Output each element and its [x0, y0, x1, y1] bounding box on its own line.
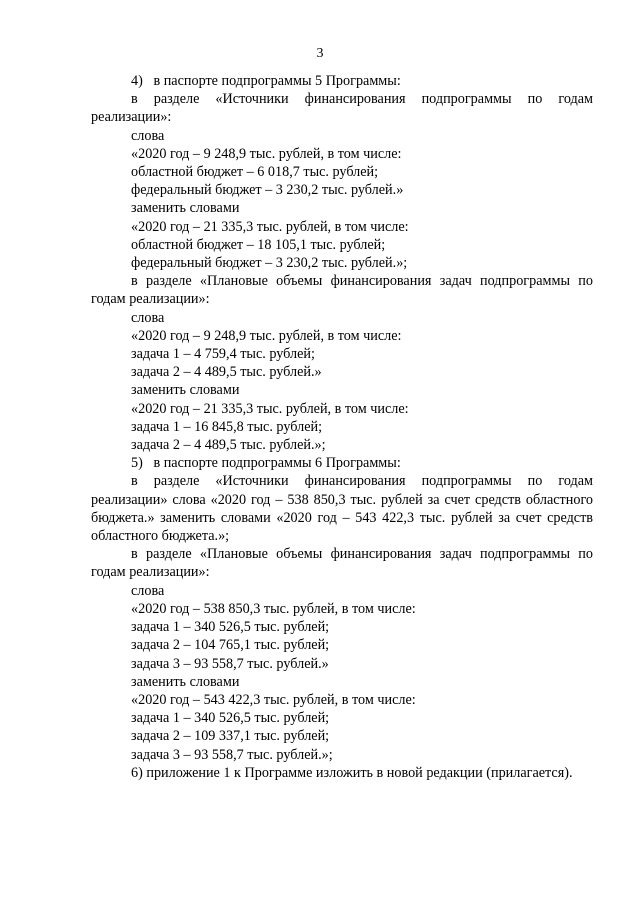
- new-text-line: задача 1 – 16 845,8 тыс. рублей;: [131, 418, 323, 435]
- old-text-line: задача 2 – 104 765,1 тыс. рублей;: [131, 637, 330, 654]
- document-body: [91, 72, 593, 782]
- section-sources-paragraph: в разделе «Источники финансирования подпрограммы по годам реализации» слова «2020 год – 538 850,3 тыс. рублей за счет средств областного бюджета.» заменить словами «2020 год – 543 422,3 тыс. рублей за счет средств областного бюджета.»;: [91, 473, 593, 545]
- old-text-line: задача 1 – 340 526,5 тыс. рублей;: [131, 619, 330, 636]
- list-item-5-heading: 5) в паспорте подпрограммы 6 Программы:: [131, 455, 401, 472]
- new-text-line: федеральный бюджет – 3 230,2 тыс. рублей.»;: [131, 255, 408, 272]
- old-text-line: задача 3 – 93 558,7 тыс. рублей.»: [131, 655, 329, 672]
- old-text-line: «2020 год – 9 248,9 тыс. рублей, в том числе:: [131, 145, 402, 162]
- list-item-6: 6) приложение 1 к Программе изложить в новой редакции (прилагается).: [131, 764, 573, 781]
- section-sources-paragraph: в разделе «Источники финансирования подпрограммы по годам реализации»:: [91, 91, 593, 126]
- replace-label: заменить словами: [131, 382, 240, 399]
- replace-label: заменить словами: [131, 200, 240, 217]
- new-text-line: задача 1 – 340 526,5 тыс. рублей;: [131, 710, 330, 727]
- old-text-line: «2020 год – 538 850,3 тыс. рублей, в том числе:: [131, 600, 416, 617]
- words-label: слова: [131, 582, 165, 599]
- old-text-line: областной бюджет – 6 018,7 тыс. рублей;: [131, 164, 379, 181]
- words-label: слова: [131, 127, 165, 144]
- old-text-line: «2020 год – 9 248,9 тыс. рублей, в том числе:: [131, 327, 402, 344]
- list-item-4-heading: 4) в паспорте подпрограммы 5 Программы:: [131, 73, 401, 89]
- words-label: слова: [131, 309, 165, 326]
- new-text-line: «2020 год – 21 335,3 тыс. рублей, в том числе:: [131, 218, 409, 235]
- old-text-line: задача 2 – 4 489,5 тыс. рублей.»: [131, 364, 322, 381]
- page-number: 3: [316, 46, 324, 61]
- old-text-line: федеральный бюджет – 3 230,2 тыс. рублей.»: [131, 182, 404, 199]
- new-text-line: «2020 год – 543 422,3 тыс. рублей, в том числе:: [131, 691, 416, 708]
- new-text-line: задача 2 – 109 337,1 тыс. рублей;: [131, 728, 330, 745]
- old-text-line: задача 1 – 4 759,4 тыс. рублей;: [131, 346, 315, 363]
- section-planned-paragraph: в разделе «Плановые объемы финансирования задач подпрограммы по годам реализации»:: [91, 273, 593, 308]
- new-text-line: задача 2 – 4 489,5 тыс. рублей.»;: [131, 437, 326, 454]
- new-text-line: «2020 год – 21 335,3 тыс. рублей, в том числе:: [131, 400, 409, 417]
- section-planned-paragraph: в разделе «Плановые объемы финансирования задач подпрограммы по годам реализации»:: [91, 546, 593, 581]
- new-text-line: областной бюджет – 18 105,1 тыс. рублей;: [131, 236, 386, 253]
- replace-label: заменить словами: [131, 673, 240, 690]
- new-text-line: задача 3 – 93 558,7 тыс. рублей.»;: [131, 746, 333, 763]
